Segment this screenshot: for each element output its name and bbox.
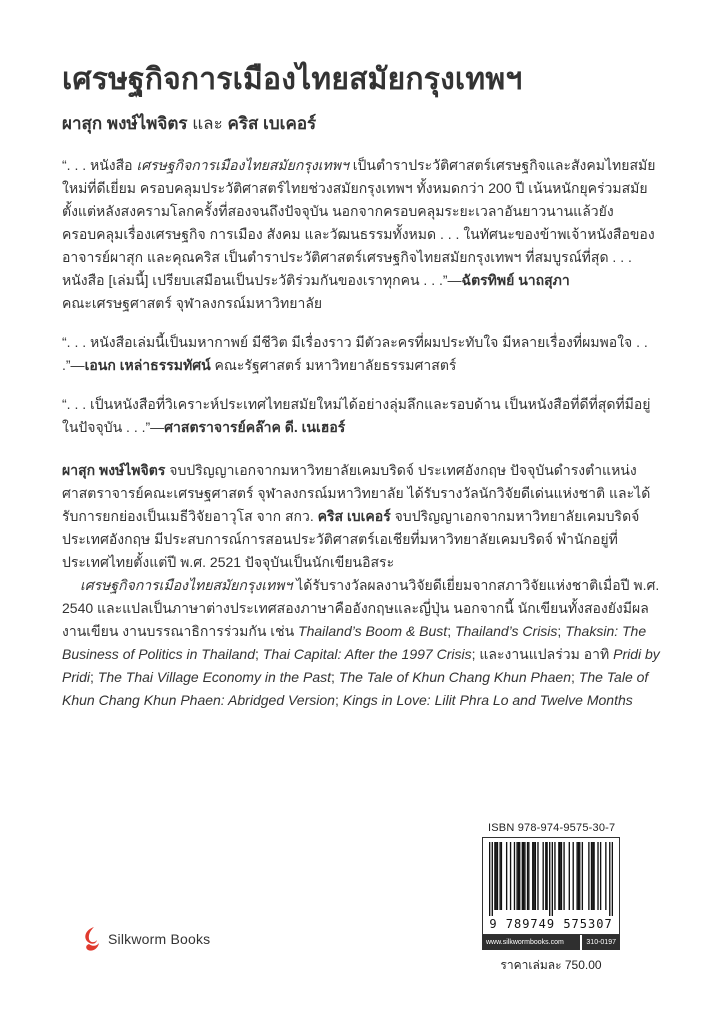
barcode-bar [492, 842, 493, 916]
barcode-bar [535, 842, 536, 910]
quote-2-affiliation: คณะรัฐศาสตร์ มหาวิทยาลัยธรรมศาสตร์ [210, 357, 457, 373]
barcode-bar [588, 842, 589, 910]
barcode-bar [554, 842, 555, 910]
barcode-bar [506, 842, 507, 910]
barcode-bar [527, 842, 528, 910]
barcode-bar [546, 842, 547, 910]
barcode-bar [569, 842, 570, 910]
author-bio: ผาสุก พงษ์ไพจิตร จบปริญญาเอกจากมหาวิทยาลัยเคมบริดจ์ ประเทศอังกฤษ ปัจจุบันดำรงตำแหน่งศาสตราจารย์คณะเศรษฐศาสตร์ จุฬาลงกรณ์มหาวิทยาลัย ได้รับรางวัลนักวิจัยดีเด่นแห่งชาติ และได้รับการยกย่องเป็นเมธีวิจัยอาวุโส จาก สกว. คริส เบเคอร์ จบปริญญาเอกจากมหาวิทยาลัยเคมบริดจ์ ประเทศอังกฤษ มีประสบการณ์การสอนประวัติศาสตร์เอเชียที่มหาวิทยาลัยเคมบริดจ์ พำนักอยู่ที่ประเทศไทยตั้งแต่ปี พ.ศ. 2521 ปัจจุบันเป็นนักเขียนอิสระ [62, 462, 651, 570]
barcode-icon [489, 842, 613, 916]
barcode-bar [545, 842, 546, 910]
barcode-bar [591, 842, 592, 910]
barcode-bar [522, 842, 523, 910]
barcode-bar [516, 842, 517, 910]
barcode-bar [578, 842, 579, 910]
isbn-barcode-block [482, 822, 620, 975]
barcode-bar [563, 842, 564, 910]
barcode-bar [497, 842, 498, 910]
barcode-bar [552, 842, 553, 916]
review-quote-1: “. . . หนังสือ เศรษฐกิจการเมืองไทยสมัยกรุงเทพฯ เป็นตำราประวัติศาสตร์เศรษฐกิจและสังคมไทยสมัยใหม่ที่ดีเยี่ยม ครอบคลุมประวัติศาสตร์ไทยช่วงสมัยกรุงเทพฯ ทั้งหมดกว่า 200 ปี เน้นหนักยุคร่วมสมัยตั้งแต่หลังสงครามโลกครั้งที่สองจนถึงปัจจุบัน นอกจากครอบคลุมระยะเวลาอันยาวนานแล้วยังครอบคลุมเรื่องเศรษฐกิจ การเมือง สังคม และวัฒนธรรมทั้งหมด . . . ในทัศนะของข้าพเจ้าหนังสือของอาจารย์ผาสุก และคุณคริส เป็นตำราประวัติศาสตร์เศรษฐกิจไทยสมัยกรุงเทพฯ ที่สมบูรณ์ที่สุด . . . หนังสือ [เล่มนี้] เปรียบเสมือนเป็นประวัติร่วมกันของเราทุกคน . . .”—ฉัตรทิพย์ นาถสุภา คณะเศรษฐศาสตร์ จุฬาลงกรณ์มหาวิทยาลัย [62, 157, 656, 311]
publisher-website: www.silkwormbooks.com [482, 935, 580, 950]
quote-1-book-title: เศรษฐกิจการเมืองไทยสมัยกรุงเทพฯ [136, 157, 349, 173]
barcode-bar [496, 842, 497, 910]
publisher-mark [80, 925, 210, 953]
quote-1-attribution: ฉัตรทิพย์ นาถสุภา [461, 272, 570, 288]
author-name-1: ผาสุก พงษ์ไพจิตร [62, 114, 188, 133]
author-name-2: คริส เบเคอร์ [227, 114, 317, 133]
isbn-label: ISBN 978-974-9575-30-7 [488, 822, 616, 834]
barcode-bar [576, 842, 577, 910]
barcode-bar [600, 842, 601, 910]
barcode-bar [494, 842, 495, 910]
barcode-bar [582, 842, 583, 910]
barcode-footer [482, 935, 620, 950]
barcode-bar [593, 842, 594, 910]
barcode-bar [533, 842, 534, 910]
barcode-bar [499, 842, 500, 910]
barcode-bar [609, 842, 610, 916]
barcode-bar [514, 842, 515, 910]
barcode-bar [558, 842, 559, 910]
barcode-bar [532, 842, 533, 910]
review-quote-2: “. . . หนังสือเล่มนี้เป็นมหากาพย์ มีชีวิต มีเรื่องราว มีตัวละครที่ผมประทับใจ มีหลายเรื่องที่ผมพอใจ . . .”—เอนก เหล่าธรรมทัศน์ คณะรัฐศาสตร์ มหาวิทยาลัยธรรมศาสตร์ [62, 334, 648, 373]
barcode-bar [501, 842, 502, 910]
quote-2-attribution: เอนก เหล่าธรรมทัศน์ [84, 357, 211, 373]
product-code: 310-0197 [582, 935, 620, 950]
barcode-bar [573, 842, 574, 910]
bio-author-2: คริส เบเคอร์ [317, 508, 391, 524]
barcode-bar [519, 842, 520, 910]
barcode-bar [528, 842, 529, 910]
barcode-box [482, 837, 620, 935]
review-quote-3: “. . . เป็นหนังสือที่วิเคราะห์ประเทศไทยสมัยใหม่ได้อย่างลุ่มลึกและรอบด้าน เป็นหนังสือที่ดีที่สุดที่มีอยู่ในปัจจุบัน . . .”—ศาสตราจารย์คล๊าค ดี. เนเฮอร์ [62, 396, 651, 435]
barcode-bar [523, 842, 524, 910]
back-cover-content [62, 60, 664, 712]
barcode-bar [543, 842, 544, 910]
barcode-bar [549, 842, 550, 916]
barcode-bar [518, 842, 519, 910]
barcode-bar [612, 842, 613, 916]
barcode-bar [537, 842, 538, 910]
price-label: ราคาเล่มละ 750.00 [500, 958, 602, 972]
barcode-bar [559, 842, 560, 910]
publisher-name: Silkworm Books [108, 931, 211, 947]
silkworm-logo-icon [80, 925, 102, 953]
works-paragraph: เศรษฐกิจการเมืองไทยสมัยกรุงเทพฯ ได้รับรางวัลผลงานวิจัยดีเยี่ยมจากสภาวิจัยแห่งชาติเมื่อปี พ.ศ. 2540 และแปลเป็นภาษาต่างประเทศสองภาษาคืออังกฤษและญี่ปุ่น นอกจากนี้ นักเขียนทั้งสองยังมีผลงานเขียน งานบรรณาธิการร่วมกัน เช่น Thailand’s Boom & Bust; Thailand’s Crisis; Thaksin: The Business of Politics in Thailand; Thai Capital: After the 1997 Crisis; และงานแปลร่วม อาทิ Pridi by Pridi; The Thai Village Economy in the Past; The Tale of Khun Chang Khun Phaen; The Tale of Khun Chang Khun Phaen: Abridged Version; Kings in Love: Lilit Phra Lo and Twelve Months [62, 577, 660, 708]
quote-1-affiliation: คณะเศรษฐศาสตร์ จุฬาลงกรณ์มหาวิทยาลัย [62, 295, 323, 311]
barcode-bar [605, 842, 606, 910]
barcode-bar [561, 842, 562, 910]
barcode-bar [592, 842, 593, 910]
barcode-bar [579, 842, 580, 910]
barcode-bar [597, 842, 598, 910]
barcode-bar [510, 842, 511, 910]
authors-line [62, 112, 664, 136]
bio-author-1: ผาสุก พงษ์ไพจิตร [62, 462, 166, 478]
barcode-digits: 9 789749 575307 [489, 917, 613, 931]
authors-conjunction: และ [187, 114, 228, 133]
book-title: เศรษฐกิจการเมืองไทยสมัยกรุงเทพฯ [62, 63, 523, 96]
quote-3-attribution: ศาสตราจารย์คล๊าค ดี. เนเฮอร์ [164, 419, 346, 435]
barcode-bar [489, 842, 490, 916]
barcode-bar [524, 842, 525, 910]
